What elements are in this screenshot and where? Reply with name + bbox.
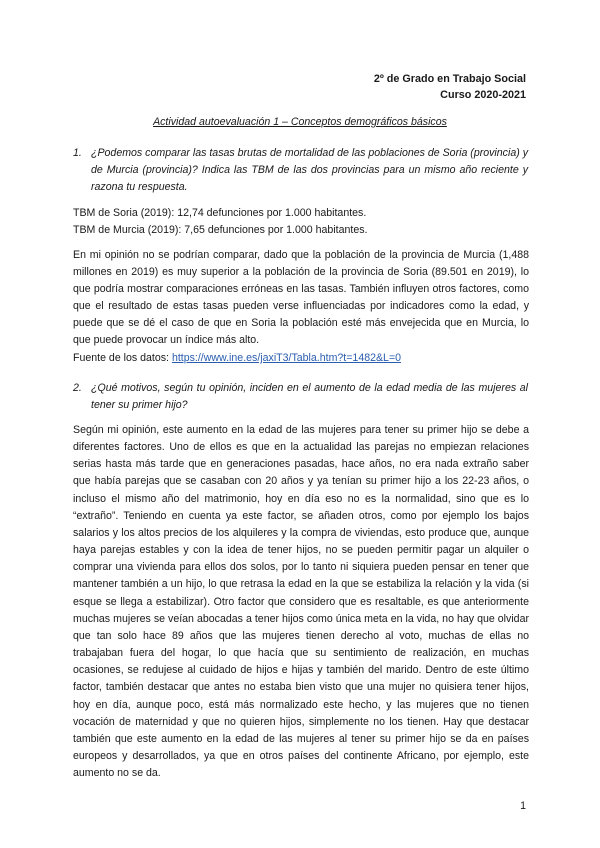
source-label: Fuente de los datos: — [73, 352, 172, 364]
source-link[interactable]: https://www.ine.es/jaxiT3/Tabla.htm?t=1482&L=0 — [171, 352, 402, 364]
question-1 — [73, 145, 528, 196]
degree-label: 2º de Grado en Trabajo Social — [373, 73, 526, 85]
question-2-number: 2. — [73, 382, 82, 394]
answer-2-paragraph: Según mi opinión, este aumento en la edad de las mujeres para tener su primer hijo se debe a diferentes factores. Uno de ellos es que en la actualidad las parejas no empiezan relaciones serias hasta más tarde que en generaciones pasadas, hace años, no era nada extraño saber que había parejas que se casaban con 20 años y ya tenían su primer hijo a los 22-23 años, o incluso el mismo año del matrimonio, hoy en día eso no es la normalidad, sino que es lo “extraño”. Teniendo en cuenta ya este factor, se añaden otros, como por ejemplo los bajos salarios y los altos precios de los alquileres y la compra de viviendas, esto produce que, aunque haya parejas estables y con la idea de tener hijos, no se pueden permitir pagar un alquiler o comprar una vivienda para ellos dos solos, por lo tanto ni siquiera pueden pensar en tener que mantener también a un hijo, lo que retrasa la edad en la que se estabiliza la relación y la vida (si esque se llega a estabilizar). Otro factor que considero que es resaltable, es que anteriormente muchas mujeres se veían abocadas a tener hijos como única meta en la vida, no hay que olvidar que tan solo hace 89 años que las mujeres tienen derecho al voto, muchas de ellas no trabajaban fuera del hogar, lo que hacía que su sentimiento de realización, en muchas ocasiones, se redujese al cuidado de hijos e hijas y también del marido. Dentro de este último factor, también destacar que antes no estaba bien visto que una mujer no quisiera tener hijos, hoy en día, aunque poco, está más normalizado este hecho, y las mujeres que no tienen vocación de maternidad y que no quieren hijos, simplemente no los tienen. Hay que destacar también que este aumento en la edad de las mujeres al tener su primer hijo se da en países europeos y desarrollados, ya que en otros países del continente Africano, por ejemplo, este aumento no se da. — [73, 424, 529, 780]
document-header — [374, 71, 526, 103]
question-1-number: 1. — [73, 147, 82, 159]
question-2 — [73, 380, 528, 414]
tbm-murcia: TBM de Murcia (2019): 7,65 defunciones por 1.000 habitantes. — [73, 224, 368, 236]
course-label: Curso 2020-2021 — [440, 89, 526, 101]
data-source — [73, 350, 529, 367]
tbm-values — [73, 205, 529, 239]
activity-title: Actividad autoevaluación 1 – Conceptos demográficos básicos — [153, 116, 447, 128]
tbm-soria: TBM de Soria (2019): 12,74 defunciones por 1.000 habitantes. — [73, 207, 367, 219]
question-1-text: ¿Podemos comparar las tasas brutas de mortalidad de las poblaciones de Soria (provincia) y de Murcia (provincia)? Indica las TBM de las dos provincias para un mismo año reciente y razona tu respuesta. — [91, 147, 528, 193]
question-2-text: ¿Qué motivos, según tu opinión, inciden en el aumento de la edad media de las mujeres al tener su primer hijo? — [91, 382, 528, 411]
opinion-paragraph: En mi opinión no se podrían comparar, dado que la población de la provincia de Murcia (1,488 millones en 2019) es muy superior a la población de la provincia de Soria (89.501 en 2019), lo que podría mostrar comparaciones erróneas en las tasas. También influyen otros factores, como que el resultado de estas tasas pueden verse influenciadas por indicadores como la edad, y puede que se dé el caso de que en Soria la población esté más envejecida que en Murcia, lo que puede provocar un índice más alto. — [73, 249, 529, 346]
page-number: 1 — [520, 800, 526, 812]
